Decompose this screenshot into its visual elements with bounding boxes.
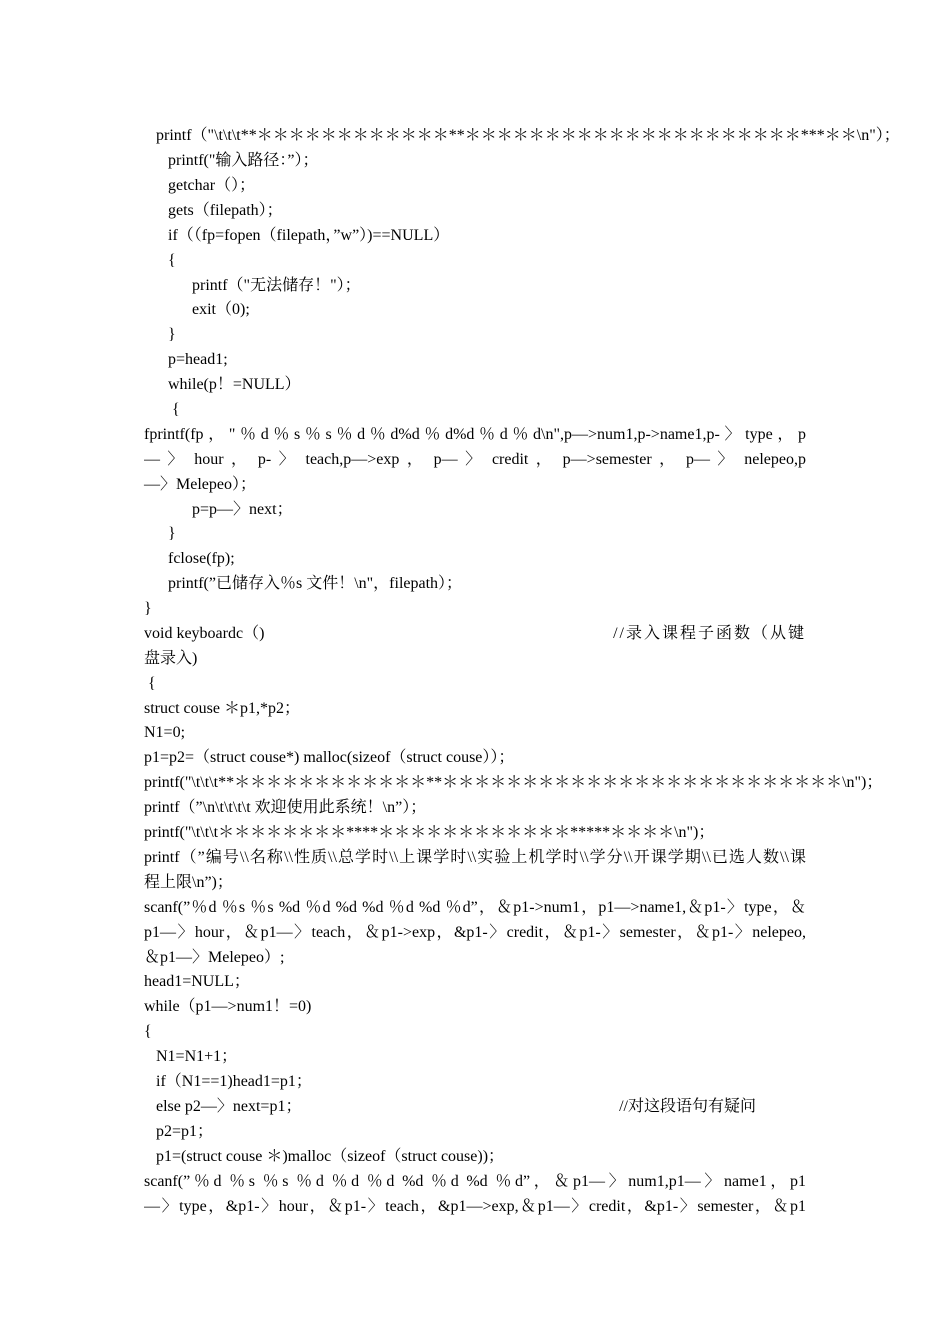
code-line: printf(”已储存入％s 文件！\n"，filepath）； bbox=[144, 575, 463, 592]
code-line: —〉Melepeo）； bbox=[144, 476, 256, 493]
code-line: fclose(fp); bbox=[144, 550, 235, 567]
code-line: { bbox=[144, 675, 156, 692]
code-line: if（（fp=fopen（filepath，”w”）)==NULL） bbox=[144, 227, 450, 244]
code-line: while（p1—>num1！=0) bbox=[144, 998, 312, 1015]
code-line: } bbox=[144, 600, 152, 617]
code-line: p2=p1； bbox=[144, 1123, 214, 1140]
code-line: p1—〉hour，＆p1—〉teach，＆p1->exp，&p1-〉credit，＆p1-〉semester，＆p1-〉nelepeo, bbox=[144, 924, 806, 941]
code-line: gets（filepath）； bbox=[144, 202, 283, 219]
code-comment: //录入课程子函数（从键 bbox=[613, 625, 806, 642]
code-line: { bbox=[144, 401, 180, 418]
code-line: exit（0); bbox=[144, 301, 250, 318]
code-comment: //对这段语句有疑问 bbox=[619, 1098, 756, 1115]
code-line: printf("\t\t\t**＊＊＊＊＊＊＊＊＊＊＊＊**＊＊＊＊＊＊＊＊＊＊＊＊＊＊＊＊＊＊＊＊＊＊＊＊＊\n")； bbox=[144, 774, 883, 791]
code-line: while(p！=NULL） bbox=[144, 376, 301, 393]
code-line bbox=[144, 1095, 806, 1120]
code-line: printf("输入路径：”）； bbox=[144, 152, 319, 169]
code-line: } bbox=[144, 525, 176, 542]
code-line: 盘录入) bbox=[144, 650, 198, 667]
code-line: printf("\t\t\t＊＊＊＊＊＊＊＊****＊＊＊＊＊＊＊＊＊＊＊＊*****＊＊＊＊\n")； bbox=[144, 824, 715, 841]
code-line: printf（"\t\t\t**＊＊＊＊＊＊＊＊＊＊＊＊**＊＊＊＊＊＊＊＊＊＊＊＊＊＊＊＊＊＊＊＊＊***＊＊\n"）； bbox=[144, 127, 900, 144]
code-line: { bbox=[144, 1023, 152, 1040]
code-line: if（N1==1)head1=p1； bbox=[144, 1073, 312, 1090]
code-line: p=head1; bbox=[144, 351, 228, 368]
code-line: scanf(”％d ％s ％s %d ％d %d %d ％d %d ％d”，＆p1->num1，p1—>name1,＆p1-〉type，＆ bbox=[144, 899, 806, 916]
code-line: 程上限\n”)； bbox=[144, 874, 233, 891]
code-line: p1=p2=（struct couse*) malloc(sizeof（struct couse））； bbox=[144, 749, 515, 766]
code-line: N1=N1+1； bbox=[144, 1048, 238, 1065]
code-line: p1=(struct couse ＊)malloc（sizeof（struct couse))； bbox=[144, 1148, 505, 1165]
code-line: —〉type，&p1-〉hour，＆p1-〉teach，&p1—>exp,＆p1—〉credit，&p1-〉semester，＆p1 bbox=[144, 1198, 806, 1215]
code-line: printf（"无法储存！"）； bbox=[144, 277, 361, 294]
code-line: getchar（）； bbox=[144, 177, 256, 194]
function-signature: void keyboardc（) bbox=[144, 625, 265, 642]
code-line: { bbox=[144, 252, 176, 269]
code-statement: else p2—〉next=p1； bbox=[144, 1098, 302, 1115]
code-line: printf（”编号\\名称\\性质\\总学时\\上课学时\\实验上机学时\\学分\\开课学期\\已选人数\\课 bbox=[144, 849, 806, 866]
code-line: — 〉 hour ， p- 〉 teach,p—>exp ， p— 〉 credit ， p—>semester ， p— 〉 nelepeo,p bbox=[144, 451, 806, 468]
code-line: fprintf(fp，"％d％s％s％d％d%d％d%d％d％d\n",p—>num1,p->name1,p-〉type，p bbox=[144, 426, 806, 443]
code-line: } bbox=[144, 326, 176, 343]
code-line: p=p—〉next； bbox=[144, 501, 293, 518]
code-line: N1=0; bbox=[144, 724, 186, 741]
code-line: head1=NULL； bbox=[144, 973, 250, 990]
code-line: scanf(”％d ％s ％s ％d ％d ％d %d ％d %d ％d”，＆p1—〉num1,p1—〉name1，p1 bbox=[144, 1173, 806, 1190]
code-line: ＆p1—〉Melepeo）; bbox=[144, 949, 285, 966]
code-line: struct couse ＊p1,*p2； bbox=[144, 700, 300, 717]
code-line bbox=[144, 622, 806, 647]
code-line: printf（”\n\t\t\t\t 欢迎使用此系统！\n”）； bbox=[144, 799, 427, 816]
